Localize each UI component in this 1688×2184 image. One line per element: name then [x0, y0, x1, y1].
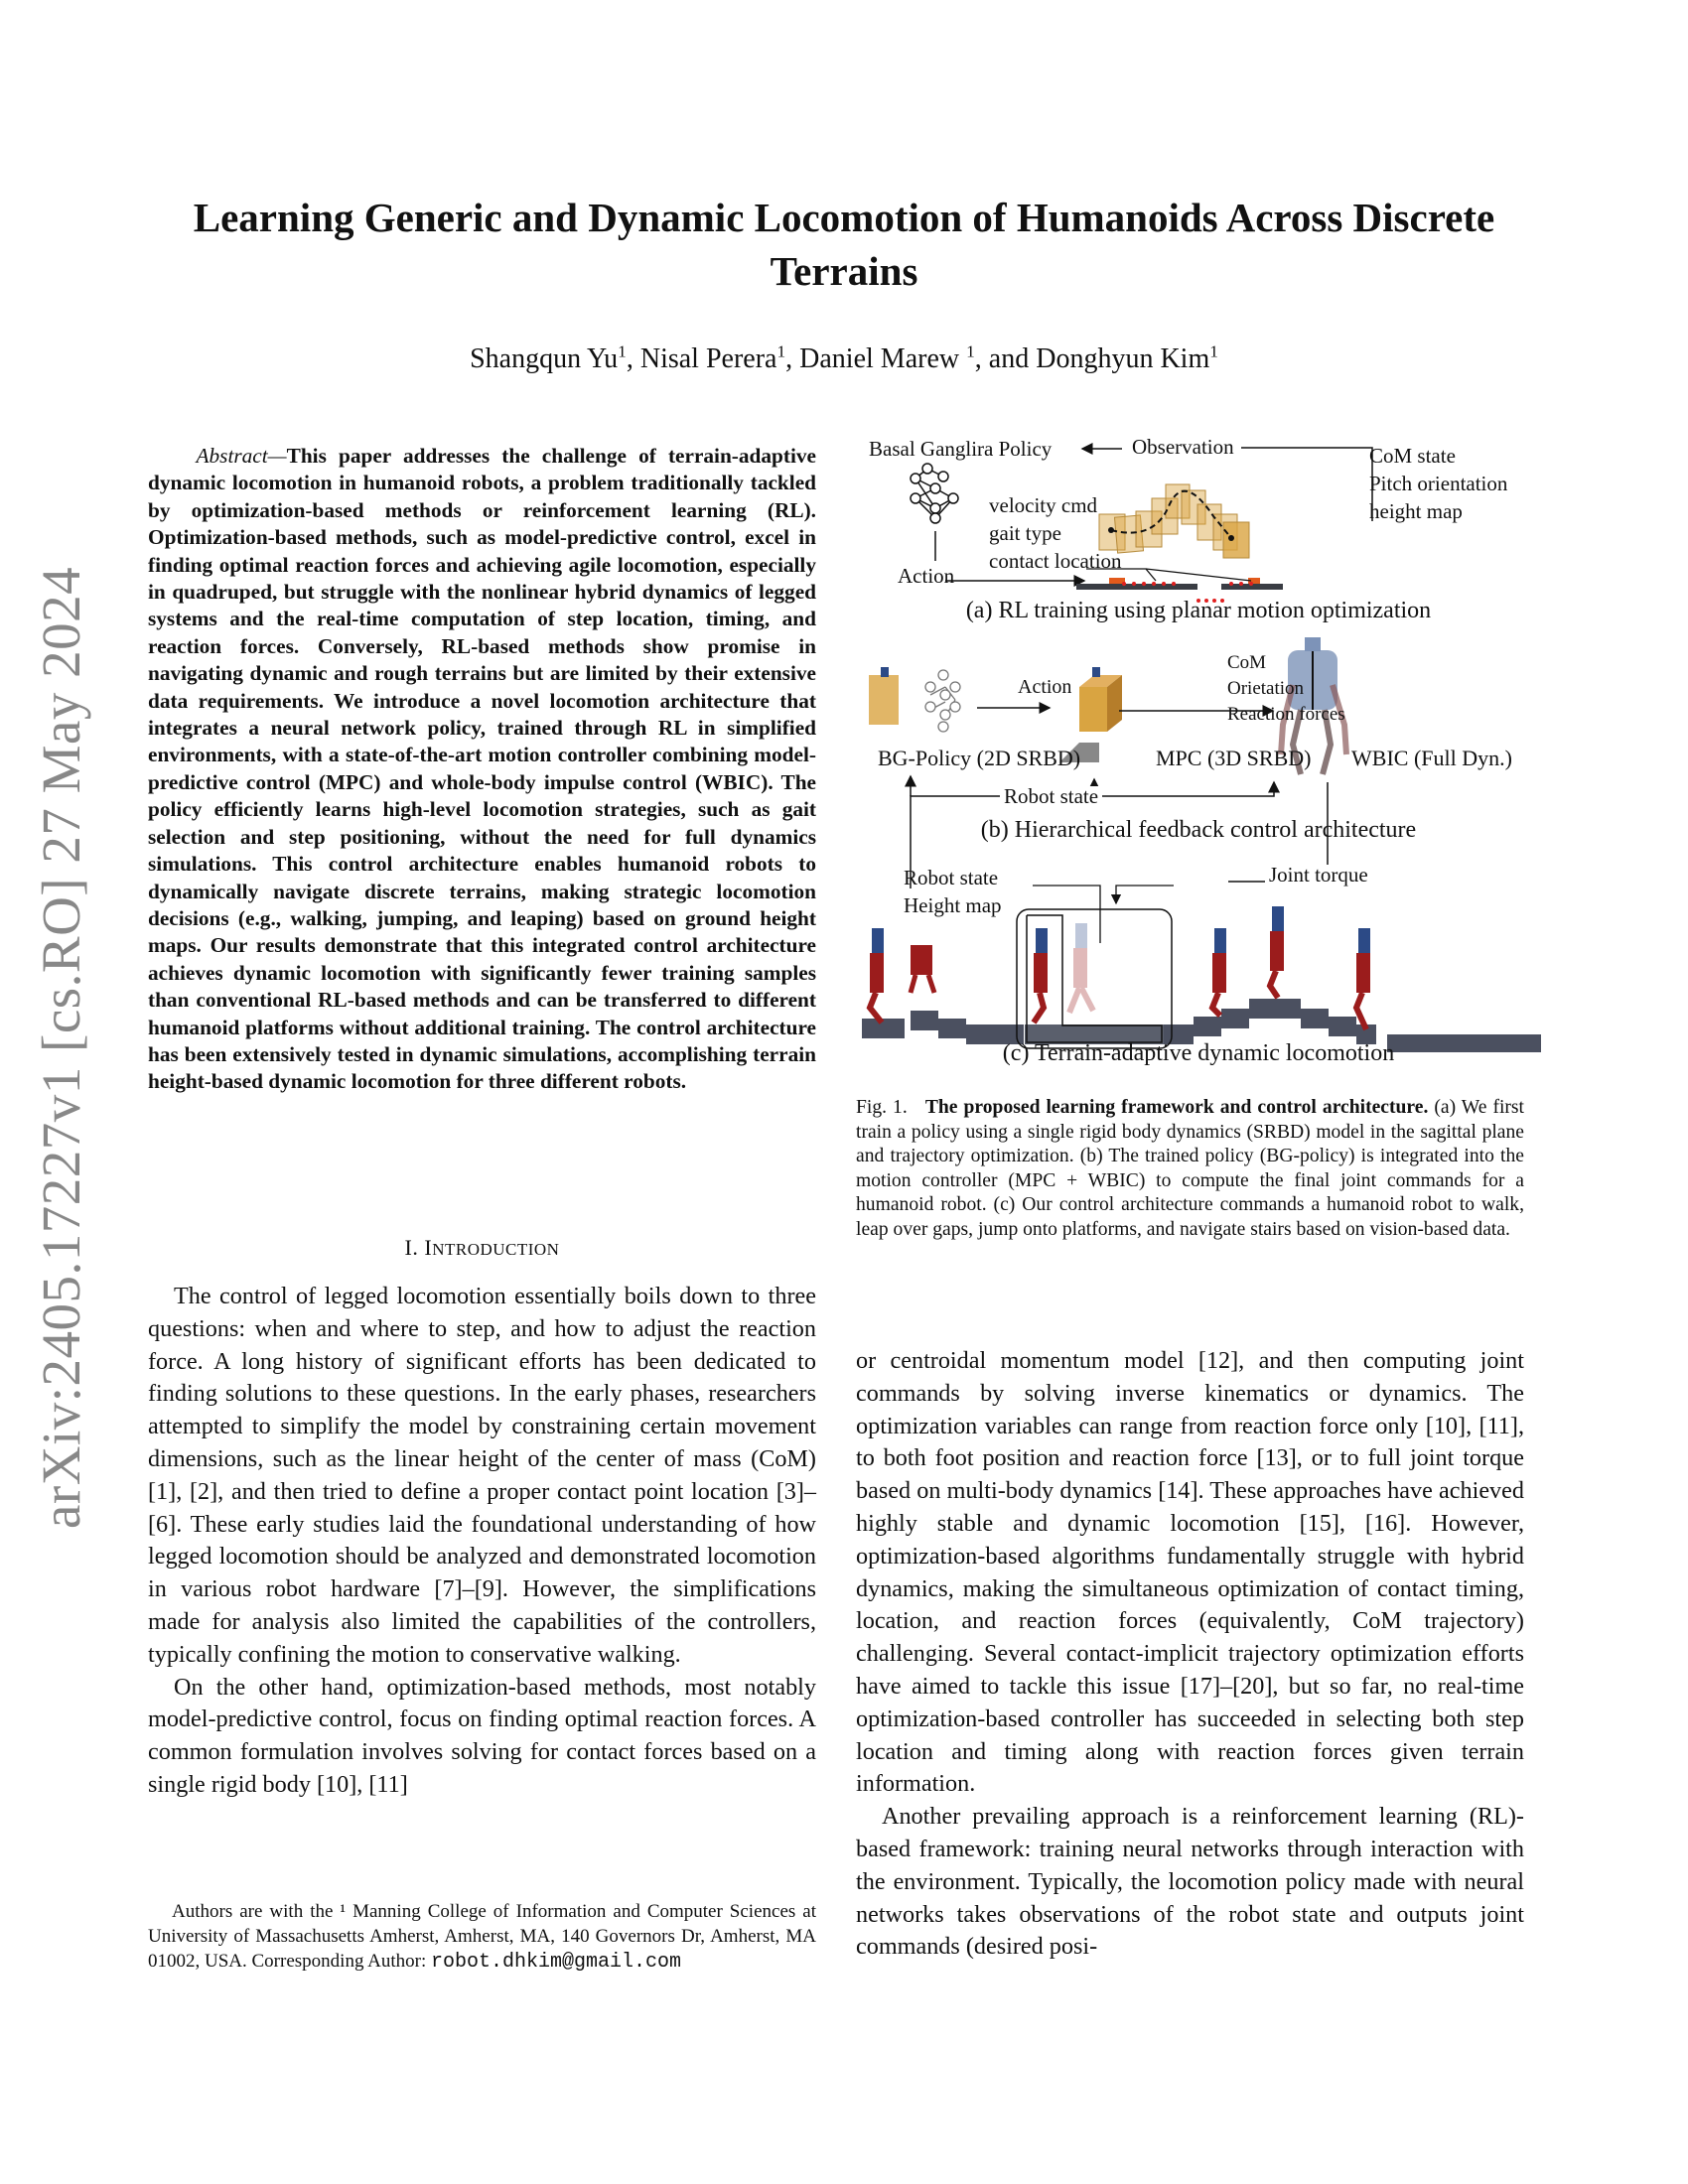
- subcaption-b: (b) Hierarchical feedback control architecture: [980, 817, 1417, 843]
- author-list: Shangqun Yu$^1$, Nisal Perera$^1$, Daniel Marew $^1$, and Donghyun Kim$^1$: [470, 341, 1218, 374]
- figure-caption: [856, 1096, 1524, 1243]
- affiliation-mark: 1: [776, 341, 786, 361]
- neural-network-icon: [925, 670, 960, 732]
- footnote: [148, 1900, 816, 1975]
- affiliation-mark: 1: [966, 341, 975, 361]
- figure-caption-title: The proposed learning framework and control architecture.: [924, 1097, 1429, 1118]
- label-gait-type: gait type: [989, 521, 1061, 545]
- label-robot-state-b: Robot state: [1000, 786, 1102, 807]
- abstract-label: Abstract: [196, 444, 268, 468]
- author: Daniel Marew: [799, 343, 960, 374]
- label-com: CoM: [1227, 652, 1267, 673]
- affiliation-mark: 1: [618, 341, 627, 361]
- label-action-b: Action: [1018, 676, 1072, 698]
- figure-1: [856, 427, 1541, 1082]
- label-height-map: height map: [1369, 499, 1463, 523]
- ground-segment: [1076, 584, 1197, 590]
- label-com-state: CoM state: [1369, 444, 1456, 468]
- arxiv-identifier: arXiv:2405.17227v1 [cs.RO] 27 May 2024: [31, 566, 91, 1529]
- label-contact-location: contact location: [989, 549, 1122, 573]
- section-title-rest: NTRODUCTION: [432, 1240, 560, 1259]
- label-reaction-forces: Reaction forces: [1227, 704, 1345, 725]
- author: Shangqun Yu: [470, 343, 619, 374]
- author: Donghyun Kim: [1036, 343, 1210, 374]
- figure-caption-text: (a) We first train a policy using a single rigid body dynamics (SRBD) model in the sagittal plane and trajectory optimization. (b) The trained policy (BG-policy) is integrated into the motion controller (MPC + WBIC) to compute the final joint commands for a humanoid robot. (c) Our control architecture commands a humanoid robot to walk, leap over gaps, jump onto platforms, and navigate stairs based on vision-based data.: [856, 1097, 1525, 1240]
- paragraph: The control of legged locomotion essentially boils down to three questions: when and where to step, and how to adjust the reaction force. A long history of significant efforts has been dedicated to finding solutions to these questions. In the early phases, researchers attempted to simplify the model by constraining certain movement dimensions, such as the linear height of the center of mass (CoM) [1], [2], and then tried to define a proper contact point location [3]–[6]. These early studies laid the foundational understanding of how legged locomotion should be analyzed and demonstrated locomotion in various robot hardware [7]–[9]. However, the simplifications made for analysis also limited the capabilities of the controllers, typically confining the motion to conservative walking.: [148, 1283, 816, 1668]
- label-pitch-orientation: Pitch orientation: [1369, 472, 1508, 495]
- label-wbic: WBIC (Full Dyn.): [1351, 746, 1512, 770]
- author: Nisal Perera: [639, 343, 777, 374]
- label-height-map-c: Height map: [904, 893, 1002, 917]
- intro-left-column: [148, 1281, 816, 1802]
- label-bg-policy: BG-Policy (2D SRBD): [878, 746, 1081, 770]
- figure-label: Fig. 1.: [856, 1097, 908, 1118]
- paragraph: Another prevailing approach is a reinforcement learning (RL)-based framework: training neural networks through interaction with the environment. Typically, the locomotion policy made with neural networks takes observations of the robot state and outputs joint commands (desired posi-: [856, 1803, 1524, 1961]
- label-joint-torque: Joint torque: [1265, 865, 1372, 886]
- label-basal-ganglira-policy: Basal Ganglira Policy: [869, 437, 1053, 461]
- subcaption-a: (a) RL training using planar motion optimization: [965, 598, 1432, 623]
- paper-title: Learning Generic and Dynamic Locomotion of Humanoids Across Discrete Terrains: [193, 195, 1495, 294]
- abstract-text: This paper addresses the challenge of terrain-adaptive dynamic locomotion in humanoid robots, a problem traditionally tackled by optimization-based methods or reinforcement learning (RL). Optimization-based methods, such as model-predictive control, excel in finding optimal reaction forces and achieving agile locomotion, especially in quadruped, but struggle with the nonlinear hybrid dynamics of legged systems and the real-time computation of step location, timing, and reaction forces. Conversely, RL-based methods show promise in navigating dynamic and rough terrains but are limited by their extensive data requirements. We introduce a novel locomotion architecture that integrates a neural network policy, trained through RL in simplified environments, with a state-of-the-art motion controller combining model-predictive control (MPC) and whole-body impulse control (WBIC). The policy efficiently learns high-level locomotion strategies, such as gait selection and step positioning, without the need for full dynamics simulations. This control architecture enables humanoid robots to dynamically navigate discrete terrains, making strategic locomotion decisions (e.g., walking, jumping, and leaping) based on ground height maps. Our results demonstrate that this integrated control architecture achieves dynamic locomotion with significantly fewer training samples than conventional RL-based methods and can be transferred to different humanoid platforms without additional training. The control architecture has been extensively tested in dynamic simulations, accomplishing terrain height-based dynamic locomotion for three different robots.: [148, 444, 816, 1094]
- section-heading-introduction: [148, 1235, 816, 1261]
- subcaption-c: (c) Terrain-adaptive dynamic locomotion: [1002, 1040, 1395, 1066]
- label-orientation: Orietation: [1227, 678, 1305, 699]
- label-action: Action: [898, 564, 955, 588]
- label-robot-state-c: Robot state: [904, 866, 999, 889]
- neural-network-icon: [911, 464, 958, 523]
- intro-right-column: [856, 1345, 1524, 1964]
- section-title-initial: I: [424, 1235, 433, 1260]
- affiliation-mark: 1: [1209, 341, 1218, 361]
- paragraph: On the other hand, optimization-based methods, most notably model-predictive control, focus on finding optimal reaction forces. A common formulation involves solving for contact forces based on a single rigid body [10], [11]: [148, 1673, 816, 1798]
- label-observation: Observation: [1132, 435, 1234, 459]
- paragraph: or centroidal momentum model [12], and then computing joint commands by solving inverse kinematics or dynamics. The optimization variables can range from reaction force only [10], [11], to both foot position and reaction force [13], or to full joint torque based on multi-body dynamics [14]. These approaches have achieved highly stable and dynamic locomotion [15], [16]. However, optimization-based algorithms fundamentally struggle with hybrid dynamics, making the simultaneous optimization of contact timing, location, and reaction forces (equivalently, CoM trajectory) challenging. Several contact-implicit trajectory optimization efforts have aimed to tackle this issue [17]–[20], but so far, no real-time optimization-based controller has succeeded in selecting both step location and timing along with reaction forces given terrain information.: [856, 1347, 1524, 1798]
- label-mpc: MPC (3D SRBD): [1156, 746, 1312, 770]
- abstract: Abstract—This paper addresses the challenge of terrain-adaptive dynamic locomotion in humanoid robots, a problem traditionally tackled by optimization-based methods or reinforcement learning (RL). Optimization-based methods, such as model-predictive control, excel in finding optimal reaction forces and achieving agile locomotion, especially in quadruped, but struggle with the nonlinear hybrid dynamics of legged systems and the real-time computation of step location, timing, and reaction forces. Conversely, RL-based methods show promise in navigating dynamic and rough terrains but are limited by their extensive data requirements. We introduce a novel locomotion architecture that integrates a neural network policy, trained through RL in simplified environments, with a state-of-the-art motion controller combining model-predictive control (MPC) and whole-body impulse control (WBIC). The policy efficiently learns high-level locomotion strategies, such as gait selection and step positioning, without the need for full dynamics simulations. This control architecture enables humanoid robots to dynamically navigate discrete terrains, making strategic locomotion decisions (e.g., walking, jumping, and leaping) based on ground height maps. Our results demonstrate that this integrated control architecture achieves dynamic locomotion with significantly fewer training samples than conventional RL-based methods and can be transferred to different humanoid platforms without additional training. The control architecture has been extensively tested in dynamic simulations, accomplishing terrain height-based dynamic locomotion for three different robots.: [148, 444, 816, 1094]
- section-number: I.: [404, 1235, 419, 1260]
- bg-policy-srbd-box: [869, 675, 899, 725]
- author-email: robot.dhkim@gmail.com: [431, 1950, 682, 1974]
- footnote-text: Authors are with the ¹ Manning College of Information and Computer Sciences at University of Massachusetts Amherst, Amherst, MA, 140 Governors Dr, Amherst, MA 01002, USA. Corresponding Author:: [148, 1901, 816, 1972]
- label-velocity-cmd: velocity cmd: [989, 493, 1098, 517]
